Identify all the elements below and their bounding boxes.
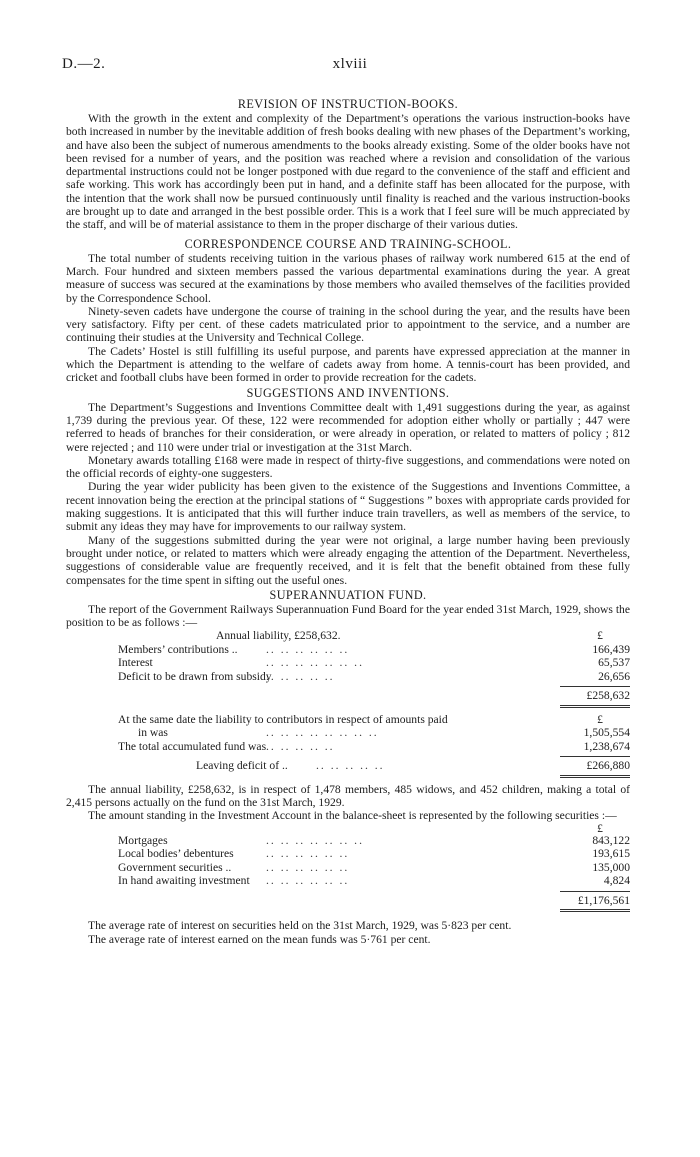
table-total-row: [66, 894, 630, 908]
paragraph: With the growth in the extent and complexity of the Department’s operations the various instruction-books have both increased in number by the inevitable addition of fresh books dealing with new phases of the Department’s working, and have also been the subject of numerous amendments to the books already existing. Some of the older books have not been revised for a number of years, and the position was reached where a revision and consolidation of the various departmental instructions could not be longer postponed with due regard to the convenience of the staff and efficient and safe working. This work has accordingly been put in hand, and a definite staff has been allocated for the purpose, with the intention that the work shall now be pursued continuously until finality is reached and the various instruction-books are brought up to date and arranged in the best possible order. This is a work that I feel sure will be much appreciated by the staff, and will be of material assistance to them in the proper discharge of their various duties.: [66, 112, 630, 232]
section-title-revision: REVISION OF INSTRUCTION-BOOKS.: [237, 97, 459, 111]
table-row: in was .. .. .. .. .. .. .. .. 1,505,554: [138, 726, 630, 740]
paragraph: The Department’s Suggestions and Inventions Committee dealt with 1,491 suggestions during the year, as against 1,739 during the previous year. Of these, 122 were recommended for adoption either wholly or partially ; 447 were referred to heads of branches for their consideration, or were already in operation, or related to matters of policy ; 812 were rejected ; and 110 were under trial or investigation at the 31st March.: [66, 400, 630, 454]
double-rule: [66, 907, 630, 913]
table-row: Local bodies’ debentures .. .. .. .. .. .. 193,615: [118, 847, 630, 861]
page-number: xlviii: [332, 56, 368, 72]
currency-row: £: [597, 821, 603, 835]
paragraph: The average rate of interest earned on the mean funds was 5·761 per cent.: [88, 932, 431, 946]
paragraph: The Cadets’ Hostel is still fulfilling its useful purpose, and parents have expressed appreciation at the manner in which the Department is attending to the welfare of cadets away from home. A tennis-court has been provided, and cricket and football clubs have been formed in order to provide recreation for the cadets.: [66, 344, 630, 385]
liability-heading: Annual liability, £258,632.: [216, 629, 341, 643]
table-total-row: [66, 689, 630, 703]
double-rule: [66, 703, 630, 709]
liability-total: £258,632: [586, 689, 630, 703]
table-row: Interest .. .. .. .. .. .. .. 65,537: [118, 656, 630, 670]
securities-table: [66, 834, 630, 914]
section-title-suggestions: SUGGESTIONS AND INVENTIONS.: [246, 385, 450, 400]
table-row: Deficit to be drawn from subsidy .. .. .. .. .. 26,656: [118, 669, 630, 683]
text-column: [66, 96, 630, 946]
paragraph: During the year wider publicity has been given to the existence of the Suggestions and Inventions Committee, a recent innovation being the erection at the principal stations of “ Suggestions ” boxes with appropriate cards provided for making suggestions. It is anticipated that this will further induce train travellers, as well as members of the service, to submit any ideas they may have for improvements to our railway system.: [66, 480, 630, 534]
deficit-amount: £266,880: [586, 759, 630, 773]
liability-heading-row: [66, 629, 630, 643]
table-row: In hand awaiting investment .. .. .. .. .. .. 4,824: [118, 874, 630, 888]
section-title-superannuation: SUPERANNUATION FUND.: [269, 587, 427, 602]
paragraph: The annual liability, £258,632, is in respect of 1,478 members, 485 widows, and 452 children, making a total of 2,415 persons actually on the fund on the 31st March, 1929.: [66, 782, 630, 810]
table-row: The total accumulated fund was .. .. .. .. .. 1,238,674: [118, 739, 630, 753]
paragraph: Monetary awards totalling £168 were made in respect of thirty-five suggestions, and commendations were noted on the official records of eighty-one suggesters.: [66, 453, 630, 481]
paragraph: The total number of students receiving tuition in the various phases of railway work numbered 615 at the end of March. Four hundred and sixteen members passed the various departmental examinations during the year. A great measure of success was secured at the examinations by those members who availed themselves of the facilities provided by the Correspondence School.: [66, 251, 630, 305]
deficit-row: Leaving deficit of .. .. .. .. .. .. £266,880: [196, 759, 630, 773]
section-title-correspondence: CORRESPONDENCE COURSE AND TRAINING-SCHOOL.: [184, 236, 512, 251]
paragraph: The amount standing in the Investment Account in the balance-sheet is represented by the following securities :—: [88, 809, 617, 823]
table-row: Members’ contributions .. .. .. .. .. .. .. 166,439: [118, 642, 630, 656]
paragraph: Many of the suggestions submitted during the year were not original, a large number having been previously brought under notice, or related to matters which were already engaging the attention of the Department. Nevertheless, suggestions of considerable value are frequently received, and it is felt that the benefit obtained from these fully compensates for the time spent in sifting out the useful ones.: [66, 533, 630, 587]
liability-table: [66, 643, 630, 709]
page-reference: D.—2.: [62, 56, 106, 72]
securities-total: £1,176,561: [577, 893, 630, 907]
paragraph: Ninety-seven cadets have undergone the course of training in the school during the year, and the results have been very satisfactory. Fifty per cent. of these cadets matriculated prior to appointment to the service, and a number are continuing their studies at the University and Technical College.: [66, 304, 630, 345]
paragraph: The report of the Government Railways Superannuation Fund Board for the year ended 31st March, 1929, shows the position to be as follows :—: [66, 602, 630, 630]
table-row: Government securities .. .. .. .. .. .. .. 135,000: [118, 860, 630, 874]
paragraph: The average rate of interest on securities held on the 31st March, 1929, was 5·823 per cent.: [88, 919, 512, 933]
table-row: Mortgages .. .. .. .. .. .. .. 843,122: [118, 833, 630, 847]
same-date-row: At the same date the liability to contributors in respect of amounts paid £: [118, 712, 603, 726]
double-rule: [66, 773, 630, 779]
currency-symbol: £: [597, 629, 603, 643]
